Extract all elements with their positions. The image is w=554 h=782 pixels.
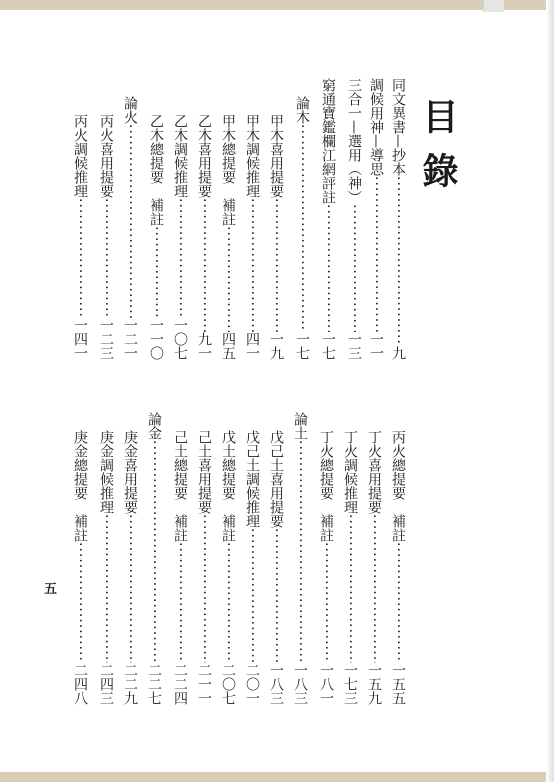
toc-entry (70, 430, 90, 705)
toc-entry-page: 一八一 (318, 663, 334, 705)
toc-leader-dots (340, 514, 360, 663)
toc-entry (218, 430, 238, 705)
toc-entry (388, 78, 408, 360)
toc-entry (388, 430, 408, 705)
toc-entry (96, 430, 116, 705)
toc-leader-dots (218, 226, 238, 332)
toc-entry (366, 78, 386, 360)
toc-entry-title: 論火 (122, 96, 138, 124)
toc-entry-title: 調候用神—導思 (368, 78, 384, 176)
toc-entry (292, 96, 312, 360)
toc-entry-title: 乙木喜用提要 (196, 114, 212, 198)
toc-entry-title: 甲木總提要 補註 (220, 114, 236, 226)
toc-entry-page: 四五 (220, 332, 236, 360)
toc-entry (242, 114, 262, 360)
toc-entry (266, 114, 286, 360)
toc-entry (218, 114, 238, 360)
toc-entry-page: 二一一 (196, 663, 212, 705)
toc-leader-dots (96, 198, 116, 318)
toc-entry-page: 一一 (368, 332, 384, 360)
page-title: 目錄 (417, 98, 459, 206)
toc-entry (318, 78, 338, 360)
toc-entry (364, 430, 384, 705)
toc-entry (316, 430, 336, 705)
toc-entry (170, 114, 190, 360)
toc-leader-dots (218, 542, 238, 663)
toc-entry-page: 一五九 (366, 663, 382, 705)
toc-entry-title: 丙火調候推理 (72, 114, 88, 198)
toc-entry (96, 114, 116, 360)
toc-entry-title: 丙火喜用提要 (98, 114, 114, 198)
toc-leader-dots (70, 542, 90, 663)
toc-entry-title: 丁火總提要 補註 (318, 430, 334, 542)
toc-entry-title: 丙火總提要 補註 (390, 430, 406, 542)
toc-entry-page: 一七 (294, 332, 310, 360)
toc-entry (120, 430, 140, 705)
toc-leader-dots (292, 124, 312, 332)
toc-entry-title: 乙木調候推理 (172, 114, 188, 198)
toc-entry-page: 一一〇 (148, 318, 164, 360)
scan-top-edge (0, 0, 554, 10)
scan-bottom-edge (0, 772, 554, 782)
toc-leader-dots (290, 440, 310, 663)
toc-leader-dots (146, 226, 166, 318)
toc-entry-title: 論木 (294, 96, 310, 124)
toc-entry-title: 窮通寶鑑欄江網評註 (320, 78, 336, 204)
toc-entry-page: 二〇七 (220, 663, 236, 705)
toc-entry-page: 二四八 (72, 663, 88, 705)
toc-leader-dots (194, 198, 214, 332)
toc-entry-page: 四一 (244, 332, 260, 360)
toc-entry-page: 二〇一 (244, 663, 260, 705)
toc-entry-page: 一二三 (98, 318, 114, 360)
toc-entry-title: 戊土總提要 補註 (220, 430, 236, 542)
toc-leader-dots (364, 514, 384, 663)
toc-entry-page: 一七 (320, 332, 336, 360)
toc-entry-title: 同文異書—抄本 (390, 78, 406, 176)
toc-entry-title: 三合一—選用（神） (346, 78, 362, 204)
toc-entry (344, 78, 364, 360)
toc-leader-dots (144, 440, 164, 663)
toc-leader-dots (96, 514, 116, 663)
toc-entry-title: 庚金調候推理 (98, 430, 114, 514)
toc-leader-dots (242, 528, 262, 663)
toc-entry-page: 二四三 (98, 663, 114, 705)
toc-entry-page: 二二四 (172, 663, 188, 705)
toc-entry-title: 甲木喜用提要 (268, 114, 284, 198)
toc-leader-dots (316, 542, 336, 663)
scan-right-shadow (546, 0, 554, 782)
toc-entry-title: 丁火調候推理 (342, 430, 358, 514)
toc-entry (242, 430, 262, 705)
toc-leader-dots (388, 176, 408, 346)
toc-entry (290, 412, 310, 705)
toc-leader-dots (388, 542, 408, 663)
toc-entry-page: 一九 (268, 332, 284, 360)
toc-leader-dots (366, 176, 386, 332)
toc-entry (146, 114, 166, 360)
toc-leader-dots (242, 198, 262, 332)
toc-entry-page: 一八三 (268, 663, 284, 705)
toc-leader-dots (170, 198, 190, 318)
toc-entry-title: 甲木調候推理 (244, 114, 260, 198)
toc-leader-dots (344, 204, 364, 332)
toc-entry (120, 96, 140, 360)
toc-entry-page: 一五五 (390, 663, 406, 705)
toc-leader-dots (70, 198, 90, 318)
toc-leader-dots (170, 542, 190, 663)
toc-entry-page: 一二一 (122, 318, 138, 360)
toc-leader-dots (266, 528, 286, 663)
toc-entry-title: 己土喜用提要 (196, 430, 212, 514)
toc-leader-dots (194, 514, 214, 663)
toc-entry-title: 庚金總提要 補註 (72, 430, 88, 542)
toc-entry-page: 一八三 (292, 663, 308, 705)
toc-leader-dots (266, 198, 286, 332)
toc-entry-page: 一三 (346, 332, 362, 360)
toc-entry (70, 114, 90, 360)
toc-entry-title: 庚金喜用提要 (122, 430, 138, 514)
toc-entry (170, 430, 190, 705)
toc-entry-page: 九 (390, 346, 406, 360)
toc-entry-title: 戊己土調候推理 (244, 430, 260, 528)
toc-leader-dots (120, 514, 140, 663)
toc-entry-page: 一〇七 (172, 318, 188, 360)
page-number: 五 (44, 582, 58, 597)
toc-entry-title: 丁火喜用提要 (366, 430, 382, 514)
toc-entry-title: 論土 (292, 412, 308, 440)
toc-entry (266, 430, 286, 705)
toc-entry (144, 412, 164, 705)
toc-entry-title: 乙木總提要 補註 (148, 114, 164, 226)
toc-entry-page: 一四一 (72, 318, 88, 360)
toc-leader-dots (120, 124, 140, 318)
toc-entry (194, 430, 214, 705)
toc-entry-title: 己土總提要 補註 (172, 430, 188, 542)
toc-entry-title: 戊己土喜用提要 (268, 430, 284, 528)
toc-entry (340, 430, 360, 705)
toc-entry-title: 論金 (146, 412, 162, 440)
toc-entry-page: 一七三 (342, 663, 358, 705)
toc-leader-dots (318, 204, 338, 332)
toc-entry-page: 九一 (196, 332, 212, 360)
toc-entry-page: 二二九 (122, 663, 138, 705)
toc-entry-page: 二二七 (146, 663, 162, 705)
toc-entry (194, 114, 214, 360)
